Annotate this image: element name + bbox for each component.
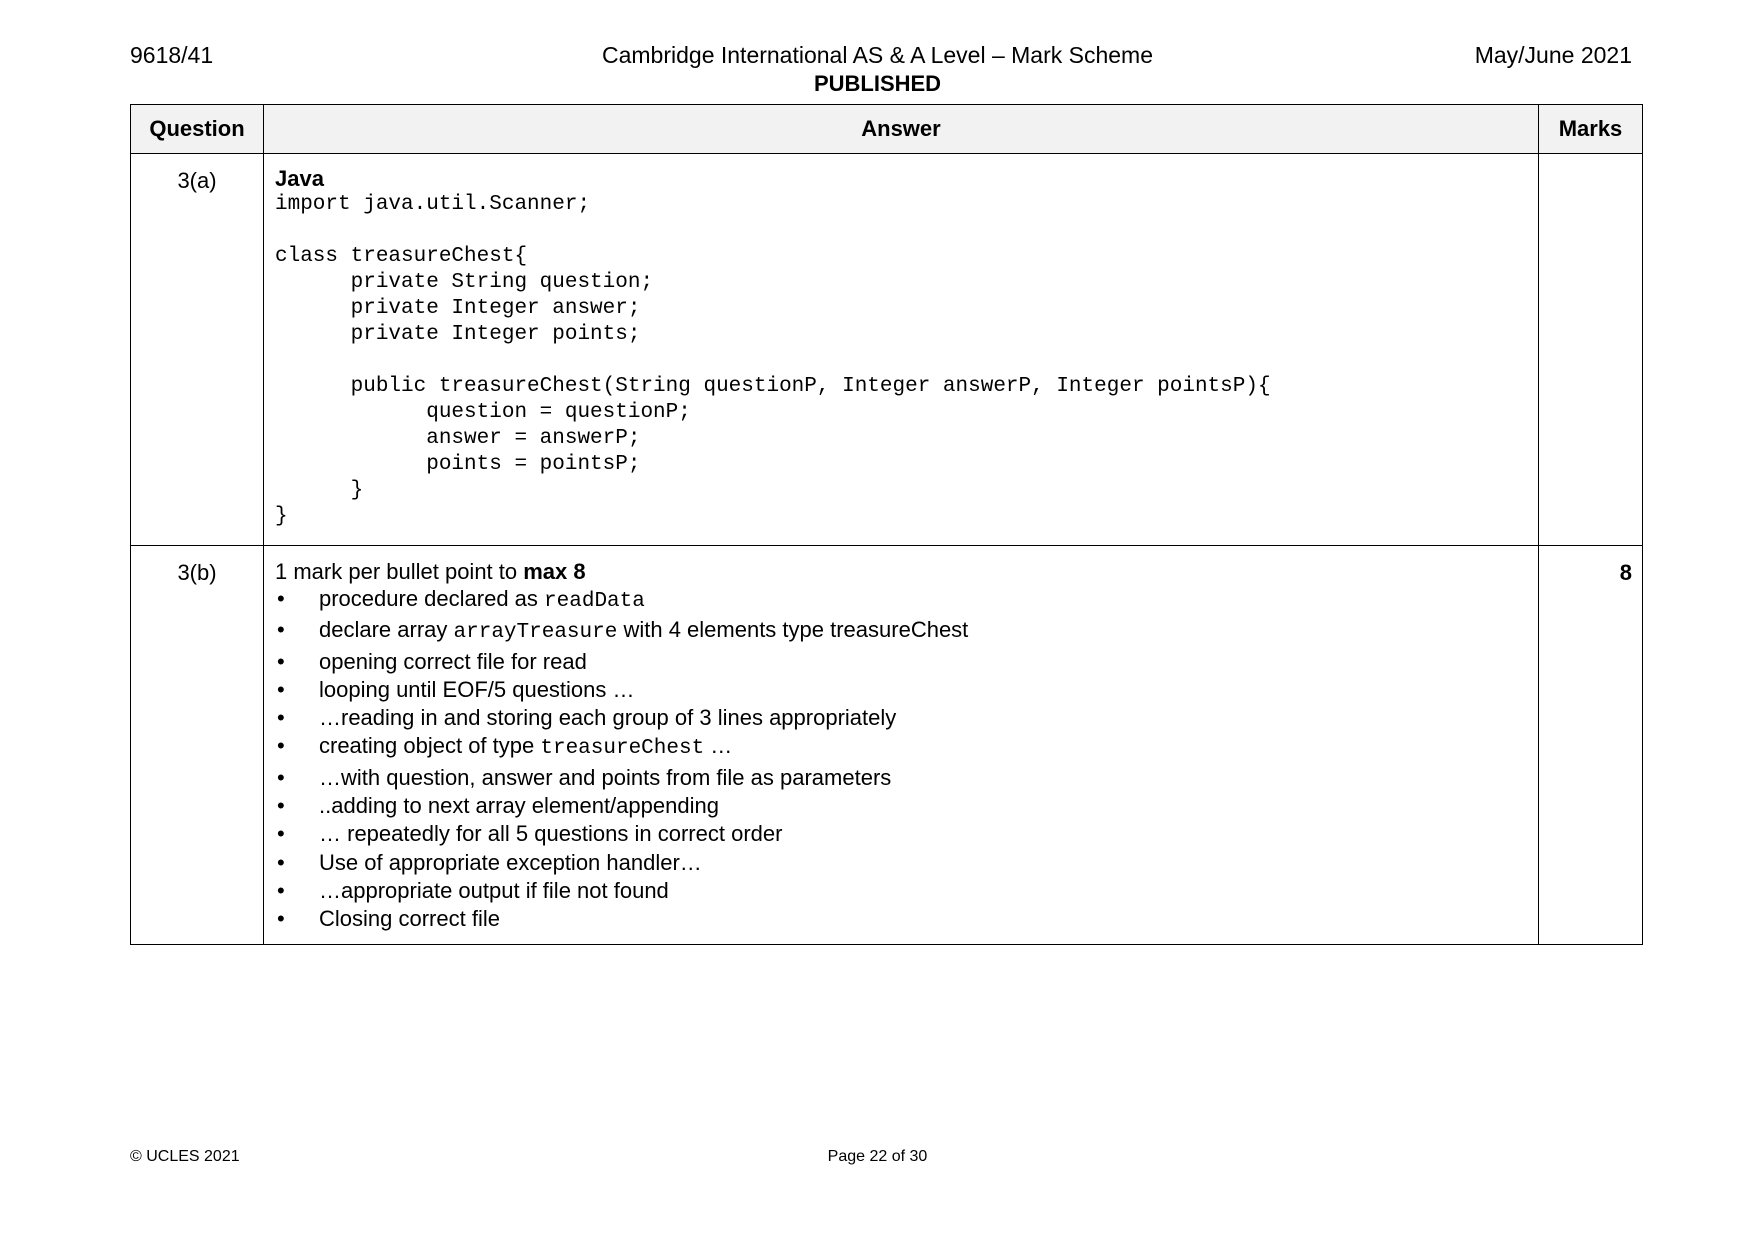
list-item xyxy=(275,616,1528,647)
mark-point-text-suffix: with 4 elements type treasureChest xyxy=(617,617,969,643)
bullet-icon: • xyxy=(277,821,285,847)
mark-point-text: looping until EOF/5 questions … xyxy=(319,676,635,702)
list-item xyxy=(275,877,1528,905)
language-heading: Java xyxy=(275,166,324,191)
list-item xyxy=(275,732,1528,763)
answer-column-header: Answer xyxy=(264,105,1539,154)
mark-point-text: …appropriate output if file not found xyxy=(319,877,669,903)
bullet-icon: • xyxy=(277,849,285,875)
mark-point-code: arrayTreasure xyxy=(453,621,618,645)
answer-cell xyxy=(264,546,1539,945)
mark-point-text: …with question, answer and points from file as parameters xyxy=(319,764,892,790)
published-label: PUBLISHED xyxy=(813,71,942,96)
list-item xyxy=(275,849,1528,877)
mark-point-text: Closing correct file xyxy=(319,906,500,932)
marks-value: 8 xyxy=(1539,546,1643,945)
bullet-icon: • xyxy=(277,586,285,611)
table-row xyxy=(131,154,1643,546)
list-item xyxy=(275,585,1528,616)
list-item xyxy=(275,704,1528,732)
marks-value xyxy=(1539,154,1643,546)
mark-scheme-table xyxy=(130,104,1643,945)
table-row xyxy=(131,546,1643,945)
list-item xyxy=(275,905,1528,933)
java-code-block: import java.util.Scanner; class treasureChest{ private String question; private Integer answer; private Integer points; public treasureChest(String questionP, Integer answerP, Integer pointsP){ question = questionP; answer = answerP; points = pointsP; } } xyxy=(275,193,1271,528)
exam-session: May/June 2021 xyxy=(1474,42,1632,68)
bullet-icon: • xyxy=(277,617,285,643)
instruction-text: 1 mark per bullet point to xyxy=(275,559,524,584)
question-number: 3(a) xyxy=(131,154,264,546)
mark-point-text: creating object of type xyxy=(319,733,541,759)
mark-point-text: declare array xyxy=(319,617,454,643)
copyright-notice: © UCLES 2021 xyxy=(130,1148,240,1165)
mark-point-text-suffix: … xyxy=(704,733,733,759)
bullet-icon: • xyxy=(277,877,285,903)
bullet-icon: • xyxy=(277,764,285,790)
answer-cell xyxy=(264,154,1539,546)
marks-column-header: Marks xyxy=(1539,105,1643,154)
mark-point-text: opening correct file for read xyxy=(319,648,587,674)
table-header-row xyxy=(131,105,1643,154)
bullet-icon: • xyxy=(277,906,285,932)
mark-point-text: procedure declared as xyxy=(319,586,545,611)
question-number: 3(b) xyxy=(131,546,264,945)
list-item xyxy=(275,648,1528,676)
mark-point-text: …reading in and storing each group of 3 lines appropriately xyxy=(319,705,897,731)
instruction-max: max 8 xyxy=(523,559,586,584)
paper-code: 9618/41 xyxy=(130,42,214,68)
document-title: Cambridge International AS & A Level – Mark Scheme xyxy=(601,42,1154,68)
bullet-icon: • xyxy=(277,793,285,819)
mark-point-code: readData xyxy=(544,590,645,613)
bullet-icon: • xyxy=(277,648,285,674)
list-item xyxy=(275,764,1528,792)
mark-points-list xyxy=(275,585,1528,934)
mark-point-text: … repeatedly for all 5 questions in correct order xyxy=(319,821,783,847)
bullet-icon: • xyxy=(277,733,285,759)
marking-instruction xyxy=(275,558,1528,585)
bullet-icon: • xyxy=(277,705,285,731)
mark-point-text: Use of appropriate exception handler… xyxy=(319,849,702,875)
list-item xyxy=(275,820,1528,848)
list-item xyxy=(275,676,1528,704)
mark-point-code: treasureChest xyxy=(540,737,705,761)
mark-point-text: ..adding to next array element/appending xyxy=(319,793,719,819)
page-number: Page 22 of 30 xyxy=(827,1148,928,1165)
bullet-icon: • xyxy=(277,676,285,702)
list-item xyxy=(275,792,1528,820)
question-column-header: Question xyxy=(131,105,264,154)
